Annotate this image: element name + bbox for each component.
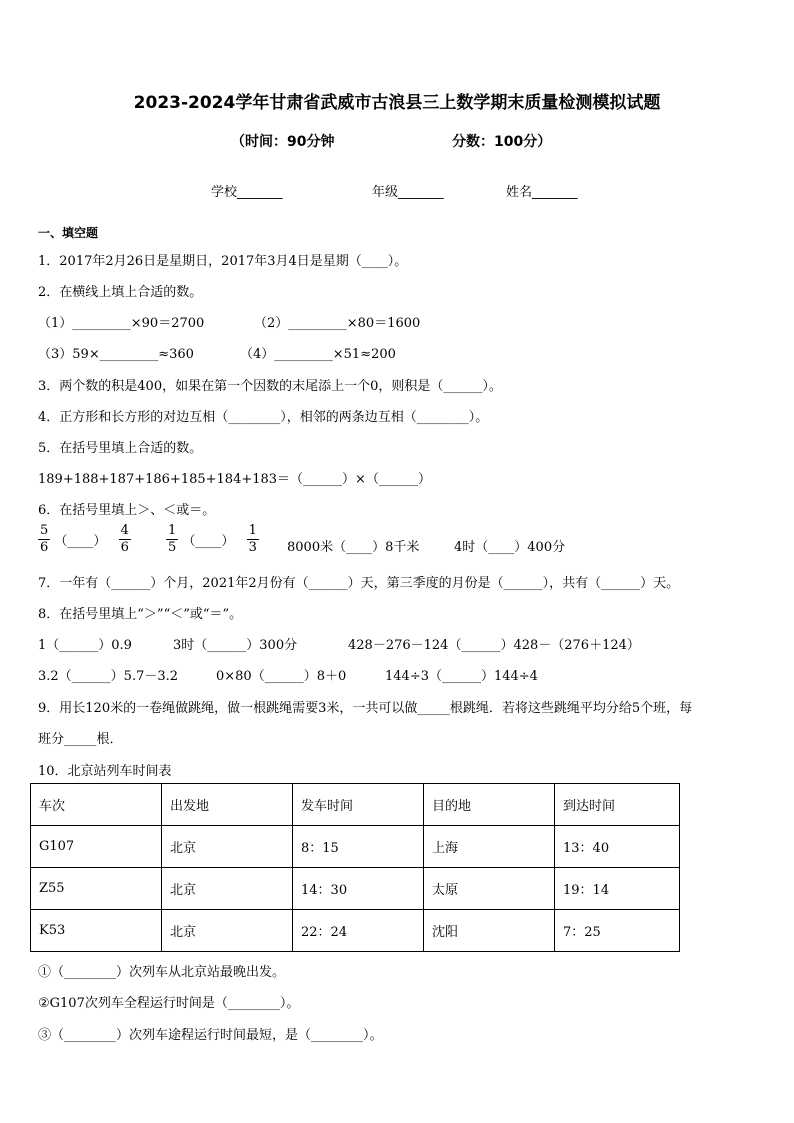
grade-field: 年级_______ xyxy=(372,185,444,200)
question-8: 8．在括号里填上“＞”“＜”或“＝”。 xyxy=(38,607,243,622)
question-8-item: 144÷3（______）144÷4 xyxy=(385,669,538,684)
question-7: 7．一年有（______）个月，2021年2月份有（______）天，第三季度的月份是（______），共有（______）天。 xyxy=(38,576,680,591)
question-6-fraction-row-2 xyxy=(166,523,259,556)
question-3: 3．两个数的积是400，如果在第一个因数的末尾添上一个0，则积是（______）。 xyxy=(38,379,502,394)
blank: （____） xyxy=(182,534,235,549)
table-cell: K53 xyxy=(31,910,162,952)
question-6-length: 8000米（____）8千米 xyxy=(287,540,420,555)
table-header: 发车时间 xyxy=(293,784,424,826)
question-6-fraction-row xyxy=(38,523,131,556)
table-cell: 北京 xyxy=(162,910,293,952)
table-row xyxy=(31,868,680,910)
question-10-part-2: ②G107次列车全程运行时间是（________）。 xyxy=(38,996,300,1011)
fraction-c: $\frac{1}{5}$ xyxy=(168,523,177,555)
table-cell: 北京 xyxy=(162,868,293,910)
question-10-part-3: ③（________）次列车途程运行时间最短，是（________）。 xyxy=(38,1028,383,1043)
table-cell: 沈阳 xyxy=(424,910,555,952)
table-header-row xyxy=(31,784,680,826)
table-cell: 22：24 xyxy=(293,910,424,952)
train-timetable xyxy=(30,783,680,952)
table-row xyxy=(31,826,680,868)
table-cell: 北京 xyxy=(162,826,293,868)
question-2-part-3: （3）59×_________≈360 xyxy=(38,347,194,362)
question-6-time: 4时（____）400分 xyxy=(454,540,566,555)
section-heading: 一、填空题 xyxy=(38,226,99,240)
table-cell: 14：30 xyxy=(293,868,424,910)
blank: （____） xyxy=(54,534,107,549)
table-header: 目的地 xyxy=(424,784,555,826)
question-5: 5．在括号里填上合适的数。 xyxy=(38,441,203,456)
question-9-continued: 班分_____根． xyxy=(38,732,123,747)
question-9: 9．用长120米的一卷绳做跳绳，做一根跳绳需要3米，一共可以做_____根跳绳．若将这些跳绳平均分给5个班，每 xyxy=(38,701,693,716)
question-4: 4．正方形和长方形的对边互相（________），相邻的两条边互相（________）。 xyxy=(38,410,489,425)
fraction-b: $\frac{4}{6}$ xyxy=(120,523,129,555)
table-cell: 7：25 xyxy=(555,910,680,952)
question-1: 1．2017年2月26日是星期日，2017年3月4日是星期（____）。 xyxy=(38,254,408,269)
table-cell: 太原 xyxy=(424,868,555,910)
question-10: 10．北京站列车时间表 xyxy=(38,764,172,779)
question-2-part-4: （4）_________×51≈200 xyxy=(240,347,396,362)
total-score: 分数：100分） xyxy=(452,134,552,150)
question-8-item: 1（______）0.9 xyxy=(38,638,132,653)
page-title: 2023-2024学年甘肃省武威市古浪县三上数学期末质量检测模拟试题 xyxy=(133,93,661,113)
table-cell: G107 xyxy=(31,826,162,868)
fraction-d: $\frac{1}{3}$ xyxy=(248,523,257,555)
question-2-part-1: （1）_________×90＝2700 xyxy=(38,316,205,331)
school-field: 学校_______ xyxy=(211,185,283,200)
table-cell: Z55 xyxy=(31,868,162,910)
fraction-a: $\frac{5}{6}$ xyxy=(40,523,49,555)
name-field: 姓名_______ xyxy=(506,185,578,200)
question-2: 2．在横线上填上合适的数。 xyxy=(38,285,203,300)
table-header: 车次 xyxy=(31,784,162,826)
table-cell: 上海 xyxy=(424,826,555,868)
question-8-item: 428－276－124（______）428－（276＋124） xyxy=(348,638,640,653)
question-6: 6．在括号里填上＞、＜或＝。 xyxy=(38,503,216,518)
question-2-part-2: （2）_________×80＝1600 xyxy=(254,316,421,331)
question-5-expression: 189+188+187+186+185+184+183＝（______）×（______） xyxy=(38,472,431,487)
table-header: 到达时间 xyxy=(555,784,680,826)
table-header: 出发地 xyxy=(162,784,293,826)
table-row xyxy=(31,910,680,952)
question-10-part-1: ①（________）次列车从北京站最晚出发。 xyxy=(38,965,286,980)
table-cell: 19：14 xyxy=(555,868,680,910)
table-cell: 13：40 xyxy=(555,826,680,868)
question-8-item: 0×80（______）8＋0 xyxy=(216,669,347,684)
table-cell: 8：15 xyxy=(293,826,424,868)
question-8-item: 3.2（______）5.7－3.2 xyxy=(38,669,179,684)
question-8-item: 3时（______）300分 xyxy=(173,638,298,653)
time-limit: （时间：90分钟 xyxy=(231,134,335,150)
